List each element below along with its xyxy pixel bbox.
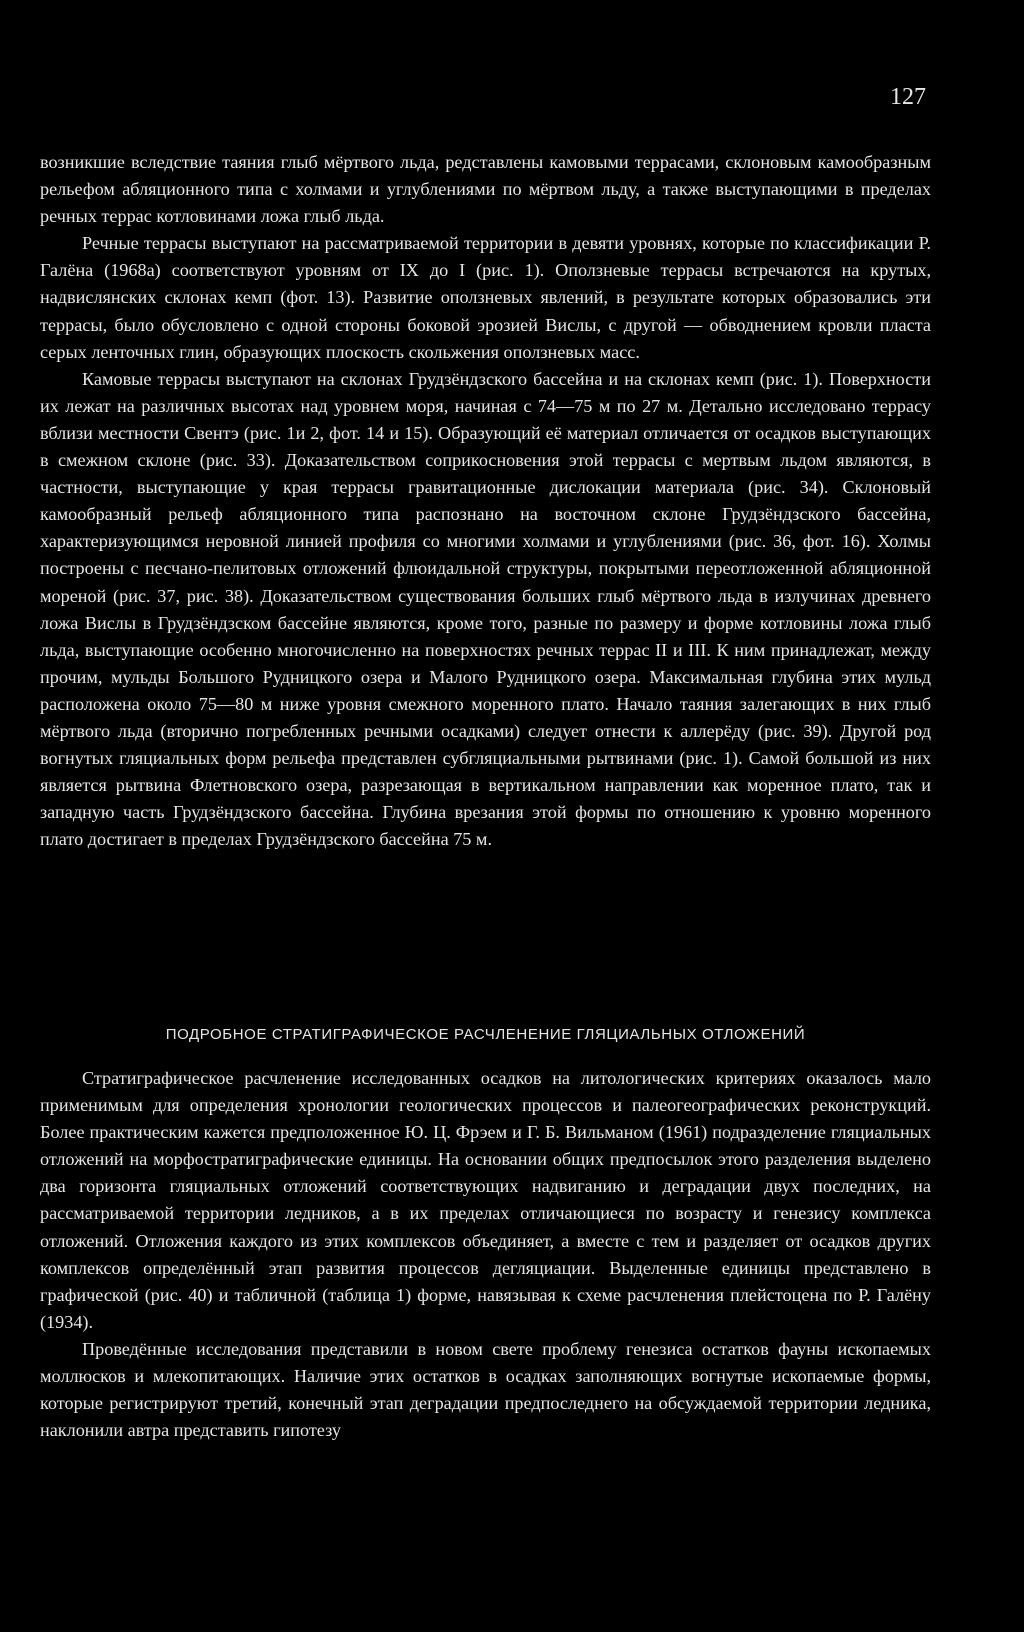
paragraph: Проведённые исследования представили в новом свете проблему генезиса остатков фауны ископаемых моллюсков и млекопитающих. Наличие этих остатков в осадках заполняющих вогнутые ископаемые формы, которые регистрируют третий, конечный этап деградации предпоследнего на обсуждаемой территории ледника, наклонили автра представить гипотезу [40,1338,931,1441]
body-text [40,149,931,853]
paragraph: Стратиграфическое расчленение исследованных осадков на литологических критериях оказалось мало применимым для определения хронологии геологических процессов и палеогеографических реконструкций. Более практическим кажется предположенное Ю. Ц. Фрэем и Г. Б. Вильманом (1961) подразделение гляциальных отложений на морфостратиграфические единицы. На основании общих предпосылок этого разделения выделено два горизонта гляциальных отложений соответствующих надвиганию и деградации двух последних, на рассматриваемой территории ледников, а в их пределах отличающиеся по возрасту и генезису комплекса отложений. Отложения каждого из этих комплексов объединяет, а вместе с тем и разделяет от осадков других комплексов определённый этап развития процессов дегляциации. Выделенные единицы представлено в графической (рис. 40) и табличной (таблица 1) форме, навязывая к схеме расчленения плейстоцена по Р. Галёну (1934). [40,1068,931,1332]
page-number: 127 [890,84,926,110]
paragraph: возникшие вследствие таяния глыб мёртвого льда, редставлены камовыми террасами, склоновым камообразным рельефом абляционного типа с холмами и углублениями по мёртвом льду, а также выступающими в пределах речных террас котловинами ложа глыб льда. [40,152,931,227]
section-heading: ПОДРОБНОЕ СТРАТИГРАФИЧЕСКОЕ РАСЧЛЕНЕНИЕ ГЛЯЦИАЛЬНЫХ ОТЛОЖЕНИЙ [165,1026,806,1043]
paragraph: Камовые террасы выступают на склонах Грудзёндзского бассейна и на склонах кемп (рис. 1). Поверхности их лежат на различных высотах над уровнем моря, начиная с 74—75 м по 27 м. Детально исследовано террасу вблизи местности Свентэ (рис. 1и 2, фот. 14 и 15). Образующий её материал отличается от осадков выступающих в смежном склоне (рис. 33). Доказательством соприкосновения этой террасы с мертвым льдом являются, в частности, выступающие у края террасы гравитационные дислокации материала (рис. 34). Склоновый камообразный рельеф абляционного типа распознано на восточном склоне Грудзёндзского бассейна, характеризующимся неровной линией профиля со многими холмами и углублениями (рис. 36, фот. 16). Холмы построены с песчано-пелитовых отложений флюидальной структуры, покрытыми переотложенной абляционной мореной (рис. 37, рис. 38). Доказательством существования больших глыб мёртвого льда в излучинах древнего ложа Вислы в Грудзёндзском бассейне являются, кроме того, разные по размеру и форме котловины ложа глыб льда, выступающие особенно многочисленно на поверхностях речных террас II и III. К ним принадлежат, между прочим, мульды Большого Рудницкого озера и Малого Рудницкого озера. Максимальная глубина этих мульд расположена около 75—80 м ниже уровня смежного моренного плато. Начало таяния залегающих в них глыб мёртвого льда (вторично погребленных речными осадками) следует отнести к аллерёду (рис. 39). Другой род вогнутых гляциальных форм рельефа представлен субгляциальными рытвинами (рис. 1). Самой большой из них является рытвина Флетновского озера, разрезающая в вертикальном направлении как моренное плато, так и западную часть Грудзёндзского бассейна. Глубина врезания этой формы по отношению к уровню моренного плато достигает в пределах Грудзёндзского бассейна 75 м. [40,368,931,850]
paragraph: Речные террасы выступают на рассматриваемой территории в девяти уровнях, которые по классификации Р. Галёна (1968а) соответствуют уровням от IX до I (рис. 1). Оползневые террасы встречаются на крутых, надвислянских склонах кемп (фот. 13). Развитие оползневых явлений, в результате которых образовались эти террасы, было обусловлено с одной стороны боковой эрозией Вислы, с другой — обводнением кровли пласта серых ленточных глин, образующих плоскость скольжения оползневых масс. [40,233,931,362]
section-body-text [40,1065,931,1444]
